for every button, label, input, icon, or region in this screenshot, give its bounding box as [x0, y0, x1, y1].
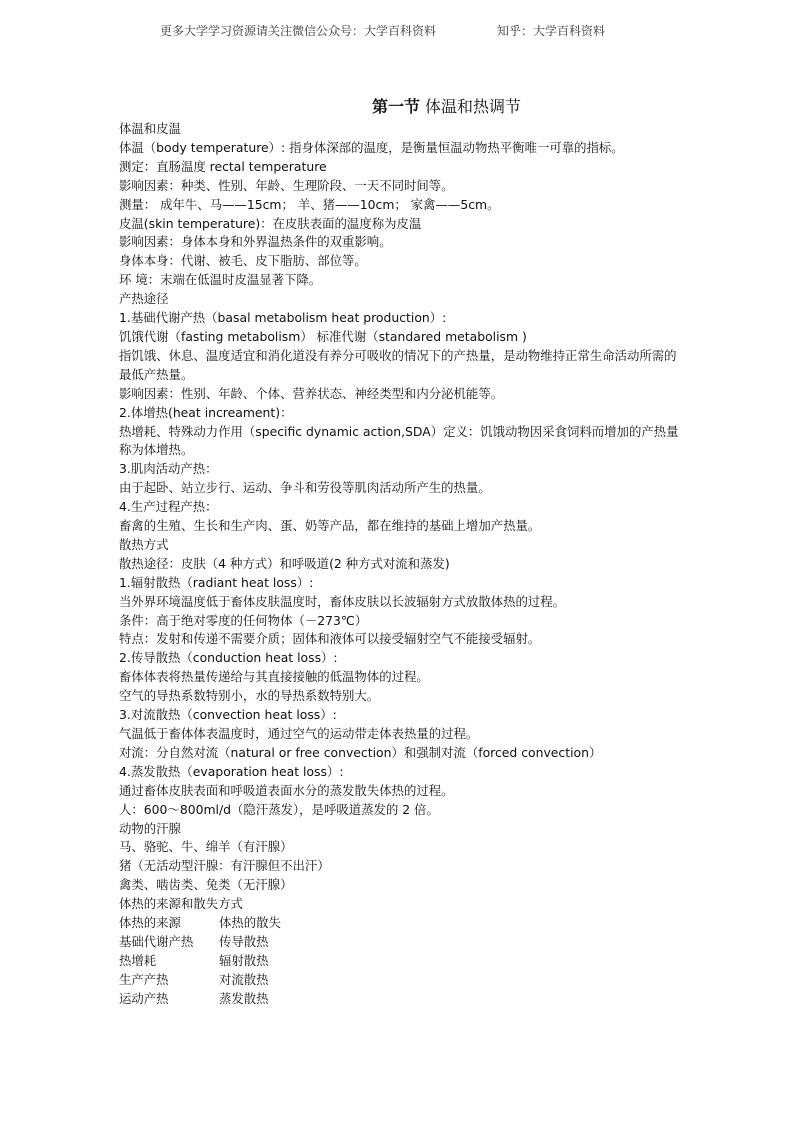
text-line: 测量： 成年牛、马——15cm； 羊、猪——10cm； 家禽——5cm。: [119, 196, 500, 212]
text-paragraph: 指饥饿、休息、温度适宜和消化道没有养分可吸收的情况下的产热量，是动物维持正常生命活动所需的最低产热量。: [119, 347, 677, 382]
text-line: 由于起卧、站立步行、运动、争斗和劳役等肌肉活动所产生的热量。: [119, 480, 491, 496]
text-line: 畜禽的生殖、生长和生产肉、蛋、奶等产品，都在维持的基础上增加产热量。: [119, 518, 541, 534]
text-line: 影响因素：身体本身和外界温热条件的双重影响。: [119, 234, 392, 250]
text-line: 1.辐射散热（radiant heat loss）:: [119, 574, 314, 590]
table-cell-source: 热增耗: [119, 952, 157, 968]
section-title-number: 第一节: [371, 97, 420, 116]
text-line: 条件：高于绝对零度的任何物体（－273℃）: [119, 612, 368, 628]
text-line: 身体本身：代谢、被毛、皮下脂肪、部位等。: [119, 253, 367, 269]
table-cell-loss: 传导散热: [219, 933, 269, 949]
text-line: 2.传导散热（conduction heat loss）:: [119, 650, 338, 666]
section-title: [0, 96, 793, 118]
table-cell-loss: 辐射散热: [219, 952, 269, 968]
text-line: 空气的导热系数特别小，水的导热系数特别大。: [119, 688, 380, 704]
text-line: 测定：直肠温度 rectal temperature: [119, 158, 327, 174]
table-cell-source: 生产产热: [119, 971, 169, 987]
table-cell-source: 体热的来源: [119, 915, 181, 931]
text-line: 畜体体表将热量传递给与其直接接触的低温物体的过程。: [119, 669, 429, 685]
text-line: 体热的来源和散失方式: [119, 896, 243, 912]
text-line: 3.肌肉活动产热：: [119, 461, 218, 477]
text-line: 2.体增热(heat increament)：: [119, 404, 293, 420]
text-line: 环 境：末端在低温时皮温显著下降。: [119, 272, 322, 288]
text-line: 对流：分自然对流（natural or free convection）和强制对流（forced convection）: [119, 744, 602, 760]
text-line: 体温和皮温: [119, 121, 181, 136]
table-row: [119, 933, 681, 952]
text-line: 散热方式: [119, 536, 169, 552]
text-line: 3.对流散热（convection heat loss）:: [119, 707, 337, 723]
page-header: [0, 22, 793, 40]
text-line: 皮温(skin temperature)：在皮肤表面的温度称为皮温: [119, 215, 422, 231]
text-line: 通过畜体皮肤表面和呼吸道表面水分的蒸发散失体热的过程。: [119, 782, 454, 798]
document-body: [119, 120, 681, 1009]
text-line: 气温低于畜体体表温度时，通过空气的运动带走体表热量的过程。: [119, 726, 479, 741]
table-cell-source: 运动产热: [119, 990, 169, 1006]
text-line: 散热途径：皮肤（4 种方式）和呼吸道(2 种方式对流和蒸发): [119, 555, 450, 571]
header-left-text: 更多大学学习资源请关注微信公众号：大学百科资料: [160, 24, 437, 38]
text-line: 马、骆驼、牛、绵羊（有汗腺）: [119, 839, 293, 855]
text-line: 禽类、啮齿类、兔类（无汗腺）: [119, 877, 293, 893]
header-right-text: 知乎：大学百科资料: [497, 24, 606, 38]
text-line: 当外界环境温度低于畜体皮肤温度时，畜体皮肤以长波辐射方式放散体热的过程。: [119, 593, 566, 609]
text-line: 影响因素：性别、年龄、个体、营养状态、神经类型和内分泌机能等。: [119, 385, 504, 401]
text-line: 动物的汗腺: [119, 820, 181, 836]
table-row: [119, 990, 681, 1009]
table-cell-loss: 对流散热: [219, 971, 269, 987]
text-line: 影响因素：种类、性别、年龄、生理阶段、一天不同时间等。: [119, 177, 454, 193]
text-line: 特点：发射和传递不需要介质；固体和液体可以接受辐射空气不能接受辐射。: [119, 631, 541, 647]
text-line: 产热途径: [119, 291, 169, 307]
table-cell-loss: 体热的散失: [219, 915, 281, 931]
text-line: 猪（无活动型汗腺：有汗腺但不出汗）: [119, 858, 330, 874]
table-row: [119, 952, 681, 971]
table-row: [119, 971, 681, 990]
section-title-text: 体温和热调节: [419, 97, 522, 116]
text-line: 饥饿代谢（fasting metabolism） 标准代谢（standared metabolism ): [119, 328, 527, 344]
table-cell-loss: 蒸发散热: [219, 990, 269, 1006]
text-line: 4.蒸发散热（evaporation heat loss）:: [119, 763, 344, 779]
heat-source-loss-table: [119, 914, 681, 1009]
table-cell-source: 基础代谢产热: [119, 933, 194, 949]
table-row: [119, 914, 681, 933]
text-line: 4.生产过程产热：: [119, 499, 218, 515]
text-line: 人：600～800ml/d（隐汗蒸发），是呼吸道蒸发的 2 倍。: [119, 801, 439, 817]
text-line: 体温（body temperature）: 指身体深部的温度，是衡量恒温动物热平衡唯一可靠的指标。: [119, 139, 624, 155]
text-line: 1.基础代谢产热（basal metabolism heat production）:: [119, 310, 447, 326]
text-paragraph: 热增耗、特殊动力作用（specific dynamic action,SDA）定义：饥饿动物因采食饲料而增加的产热量称为体增热。: [119, 423, 679, 458]
